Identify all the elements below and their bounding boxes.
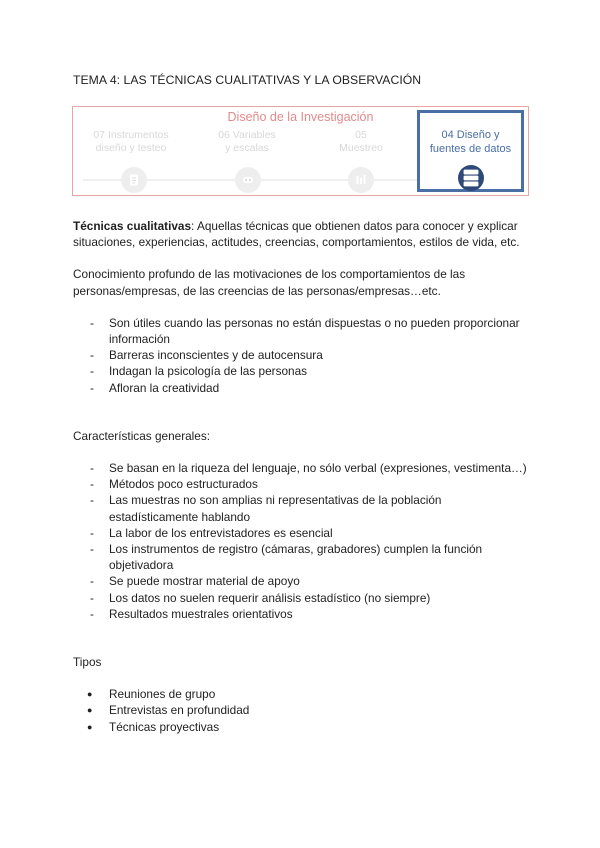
paragraph-2: Conocimiento profundo de las motivaciones de los comportamientos de las personas/empresas, de las creencias de las personas/empresas…etc. [73,267,466,298]
step-07-line1: 07 Instrumentos [93,129,169,141]
diagram-title: Diseño de la Investigación [227,110,374,124]
document-body [73,218,533,735]
list-item: - Se puede mostrar material de apoyo [73,573,533,589]
step-06-label [197,129,297,155]
bar-chart-icon [348,167,374,193]
active-step-line2: fuentes de datos [429,143,512,155]
active-step-line1: 04 Diseño y [441,129,500,141]
step-07-line2: diseño y testeo [95,142,167,154]
characteristics-list [73,460,533,622]
intro-paragraph [73,218,533,250]
list-item: - Son útiles cuando las personas no están dispuestas o no pueden proporcionar información [73,315,533,347]
step-07-label [77,129,185,155]
intro-definition: : Aquellas técnicas que obtienen datos para conocer y explicar situaciones, experiencias, actitudes, creencias, comportamientos, estilos de vida, etc. [73,219,520,250]
active-step-04 [417,110,524,192]
list-item: - Los instrumentos de registro (cámaras, grabadores) cumplen la función objetivadora [73,541,533,573]
list-item: ● Técnicas proyectivas [73,719,533,735]
scale-icon [235,167,261,193]
active-step-label [420,128,521,156]
advantages-list [73,315,533,396]
step-05-label [321,129,401,155]
research-design-diagram [72,106,529,196]
list-item: ● Reuniones de grupo [73,686,533,702]
list-item: - Los datos no suelen requerir análisis estadístico (no siempre) [73,590,533,606]
list-item: - Indagan la psicología de las personas [73,363,533,379]
list-item: - Las muestras no son amplias ni representativas de la población estadísticamente hablando [73,492,533,524]
step-05-line1: 05 [355,129,367,141]
page-title: TEMA 4: LAS TÉCNICAS CUALITATIVAS Y LA OBSERVACIÓN [73,73,422,87]
intro-term: Técnicas cualitativas [73,219,192,233]
list-item: - Barreras inconscientes y de autocensura [73,347,533,363]
list-item: - Resultados muestrales orientativos [73,606,533,622]
list-item: ● Entrevistas en profundidad [73,702,533,718]
document-icon [121,167,147,193]
database-icon [458,165,484,191]
section-heading-caracteristicas: Características generales: [73,428,211,443]
section-heading-tipos: Tipos [73,655,102,670]
list-item: - Métodos poco estructurados [73,476,533,492]
list-item: - Se basan en la riqueza del lenguaje, no sólo verbal (expresiones, vestimenta…) [73,460,533,476]
list-item: - La labor de los entrevistadores es esencial [73,525,533,541]
types-list [73,686,533,735]
step-06-line1: 06 Variables [218,129,276,141]
step-06-line2: y escalas [225,142,269,154]
list-item: - Afloran la creatividad [73,380,533,396]
step-05-line2: Muestreo [339,142,383,154]
